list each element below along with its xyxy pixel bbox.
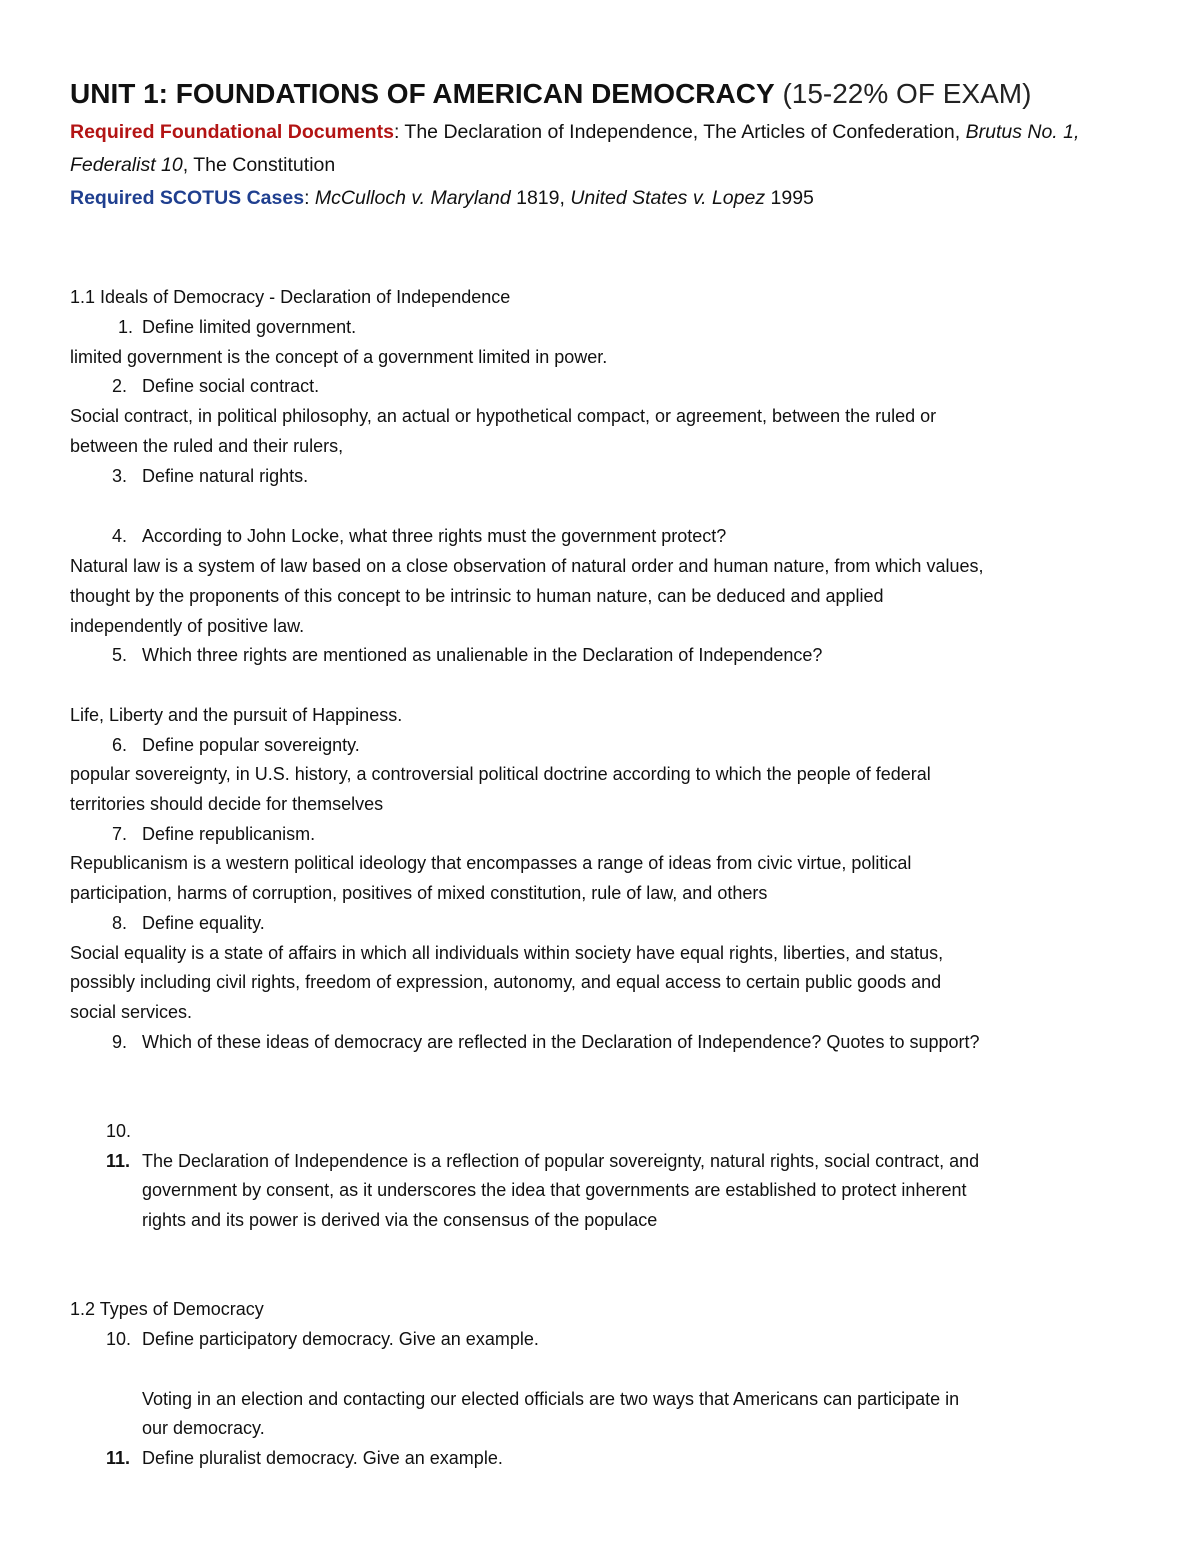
question-participatory-democracy: Define participatory democracy. Give an example.	[142, 1329, 539, 1349]
section-heading-1-1: 1.1 Ideals of Democracy - Declaration of Independence	[70, 287, 511, 307]
list-number: 11.	[106, 1448, 131, 1468]
list-number: 7.	[112, 824, 128, 844]
answer-6-line-1: popular sovereignty, in U.S. history, a controversial political doctrine according to which the people of federal	[70, 764, 931, 784]
list-number: 3.	[112, 466, 128, 486]
answer-7-line-1: Republicanism is a western political ideology that encompasses a range of ideas from civic virtue, political	[70, 853, 912, 873]
question-2: Define social contract.	[142, 376, 320, 396]
required-documents-text: The Declaration of Independence, The Articles of Confederation,	[399, 121, 966, 143]
required-documents-tail: , The Constitution	[182, 154, 336, 176]
answer-8-line-3: social services.	[70, 1002, 193, 1022]
title-exam-weight: (15-22% OF EXAM)	[782, 78, 1032, 109]
question-7: Define republicanism.	[142, 824, 316, 844]
section-heading-1-2: 1.2 Types of Democracy	[70, 1299, 264, 1319]
answer-1: limited government is the concept of a government limited in power.	[70, 347, 608, 367]
question-1: Define limited government.	[142, 317, 357, 337]
doc-federalist: Federalist 10	[70, 154, 183, 176]
case-lopez-year: 1995	[765, 187, 814, 209]
required-documents	[70, 116, 1140, 182]
page-title	[70, 76, 1031, 112]
required-cases	[70, 182, 1140, 215]
list-number: 8.	[112, 913, 128, 933]
answer-11-line-2: government by consent, as it underscores the idea that governments are established to protect inherent	[142, 1180, 967, 1200]
case-mcculloch: McCulloch v. Maryland	[309, 187, 511, 209]
answer-2-line-2: between the ruled and their rulers,	[70, 436, 344, 456]
list-number: 6.	[112, 735, 128, 755]
list-number: 5.	[112, 645, 128, 665]
answer-6-line-2: territories should decide for themselves	[70, 794, 384, 814]
case-lopez: United States v. Lopez	[570, 187, 766, 209]
answer-2-line-1: Social contract, in political philosophy, an actual or hypothetical compact, or agreement, between the ruled or	[70, 406, 937, 426]
case-mcculloch-year: 1819,	[510, 187, 571, 209]
answer-participatory-line-1: Voting in an election and contacting our elected officials are two ways that Americans can participate in	[142, 1389, 960, 1409]
answer-8-line-1: Social equality is a state of affairs in which all individuals within society have equal rights, liberties, and status,	[70, 943, 944, 963]
list-number: 4.	[112, 526, 128, 546]
question-4: According to John Locke, what three rights must the government protect?	[142, 526, 727, 546]
question-6: Define popular sovereignty.	[142, 735, 360, 755]
answer-11-line-3: rights and its power is derived via the consensus of the populace	[142, 1210, 658, 1230]
required-documents-label: Required Foundational Documents	[70, 121, 394, 143]
question-pluralist-democracy: Define pluralist democracy. Give an example.	[142, 1448, 503, 1468]
list-number: 2.	[112, 376, 128, 396]
list-number: 10.	[106, 1121, 132, 1141]
required-documents-colon: :	[393, 121, 400, 143]
answer-4-line-3: independently of positive law.	[70, 616, 305, 636]
list-number: 9.	[112, 1032, 128, 1052]
answer-8-line-2: possibly including civil rights, freedom of expression, autonomy, and equal access to certain public goods and	[70, 972, 942, 992]
list-number: 1.	[118, 317, 134, 337]
answer-participatory-line-2: our democracy.	[142, 1418, 265, 1438]
list-number: 11.	[106, 1151, 131, 1171]
answer-4-line-1: Natural law is a system of law based on a close observation of natural order and human nature, from which values,	[70, 556, 984, 576]
question-5: Which three rights are mentioned as unalienable in the Declaration of Independence?	[142, 645, 823, 665]
doc-brutus: Brutus No. 1	[965, 121, 1074, 143]
required-cases-label: Required SCOTUS Cases	[70, 187, 305, 209]
question-3: Define natural rights.	[142, 466, 309, 486]
question-8: Define equality.	[142, 913, 265, 933]
title-main: UNIT 1: FOUNDATIONS OF AMERICAN DEMOCRACY	[70, 78, 775, 109]
answer-4-line-2: thought by the proponents of this concept to be intrinsic to human nature, can be deduced and applied	[70, 586, 884, 606]
answer-5: Life, Liberty and the pursuit of Happiness.	[70, 705, 403, 725]
answer-11-line-1: The Declaration of Independence is a reflection of popular sovereignty, natural rights, social contract, and	[142, 1151, 980, 1171]
question-9: Which of these ideas of democracy are reflected in the Declaration of Independence? Quotes to support?	[142, 1032, 980, 1052]
list-number: 10.	[106, 1329, 132, 1349]
required-cases-colon: :	[304, 187, 310, 209]
answer-7-line-2: participation, harms of corruption, positives of mixed constitution, rule of law, and others	[70, 883, 768, 903]
doc-separator: ,	[1073, 121, 1080, 143]
